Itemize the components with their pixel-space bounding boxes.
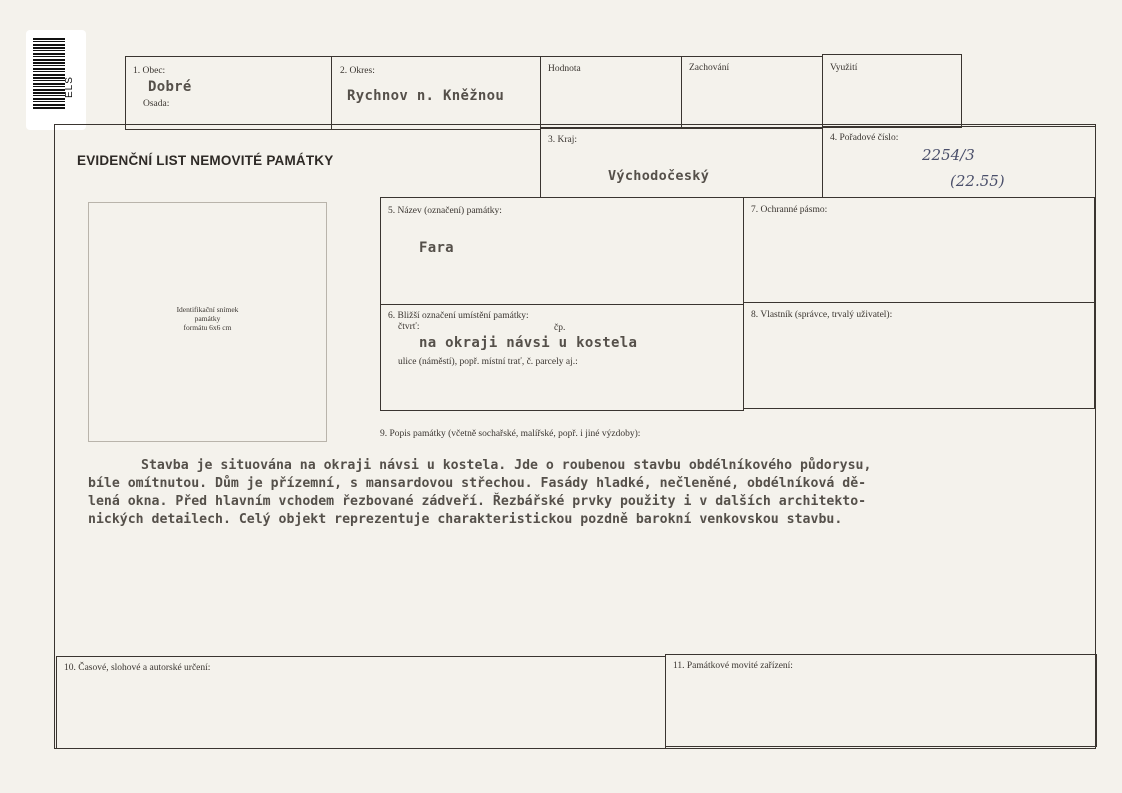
popis-text (88, 457, 1078, 529)
movite-label: 11. Památkové movité zařízení: (673, 661, 793, 671)
kraj-label: 3. Kraj: (548, 135, 578, 145)
popis-line: bíle omítnutou. Dům je přízemní, s mansardovou střechou. Fasády hladké, nečleněné, obdélníková dě- (88, 476, 867, 491)
okres-label: 2. Okres: (340, 66, 375, 76)
cp-label: čp. (554, 323, 566, 333)
umisteni-value: na okraji návsi u kostela (419, 335, 638, 351)
okres-value: Rychnov n. Kněžnou (347, 88, 505, 104)
photo-caption-line1: Identifikační snímek (176, 305, 239, 314)
nazev-value: Fara (419, 240, 454, 256)
casove-label: 10. Časové, slohové a autorské určení: (64, 663, 211, 673)
photo-caption-line2: památky (194, 314, 221, 323)
poradove-value-sub: (22.55) (950, 172, 1005, 190)
popis-line: lená okna. Před hlavním vchodem řezbované zádveří. Řezbářské prvky použity i v dalších architekto- (88, 494, 867, 509)
obec-value: Dobré (148, 79, 192, 95)
osada-label: Osada: (143, 99, 170, 109)
barcode-text: ELS (64, 76, 75, 98)
poradove-value: 2254/3 (922, 146, 975, 164)
form-title: EVIDENČNÍ LIST NEMOVITÉ PAMÁTKY (77, 153, 334, 168)
poradove-label: 4. Pořadové číslo: (830, 133, 899, 143)
hodnota-label: Hodnota (548, 64, 581, 74)
ctvrt-label: čtvrť: (398, 322, 420, 332)
zachovani-label: Zachování (689, 63, 730, 73)
photo-placeholder (88, 202, 327, 442)
kraj-value: Východočeský (608, 168, 710, 184)
pasmo-label: 7. Ochranné pásmo: (751, 205, 828, 215)
popis-label: 9. Popis památky (včetně sochařské, malířské, popř. i jiné výzdoby): (380, 429, 641, 439)
ulice-label: ulice (náměstí), popř. místní trať, č. parcely aj.: (398, 357, 578, 367)
obec-label: 1. Obec: (133, 66, 166, 76)
vyuziti-label: Využití (830, 63, 858, 73)
kraj-box (540, 128, 823, 198)
barcode-sticker (26, 30, 86, 130)
barcode-icon (33, 38, 65, 122)
popis-line: Stavba je situována na okraji návsi u kostela. Jde o roubenou stavbu obdélníkového půdorysu, (141, 458, 872, 473)
popis-line: nických detailech. Celý objekt reprezentuje charakteristickou pozdně barokní venkovskou stavbu. (88, 512, 843, 527)
nazev-label: 5. Název (označení) památky: (388, 206, 502, 216)
vlastnik-label: 8. Vlastník (správce, trvalý uživatel): (751, 310, 893, 320)
umisteni-label: 6. Bližší označení umístění památky: (388, 311, 529, 321)
photo-caption-line3: formátu 6x6 cm (183, 323, 232, 332)
